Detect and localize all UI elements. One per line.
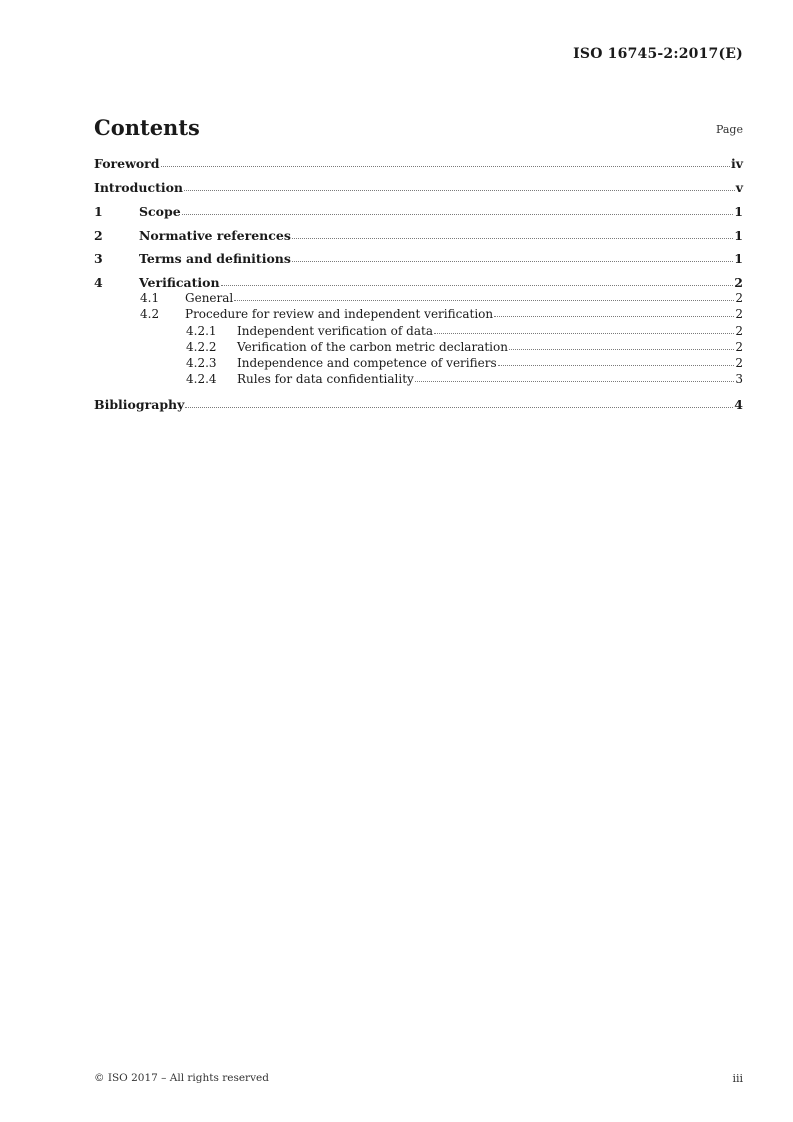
toc-entry[interactable] (94, 204, 743, 219)
toc-entry-number: 3 (94, 251, 103, 266)
toc-dot-leader (494, 316, 734, 317)
toc-entry-number: 4.2.3 (186, 356, 217, 370)
toc-entry-page: 3 (735, 372, 743, 386)
toc-entry-title: Independence and competence of verifiers (237, 356, 497, 370)
toc-dot-leader (498, 365, 735, 366)
toc-entry-title: Scope (139, 204, 181, 219)
toc-entry[interactable] (94, 156, 743, 171)
toc-entry-title: Normative references (139, 228, 291, 243)
toc-dot-leader (184, 190, 735, 191)
toc-entry-number: 1 (94, 204, 103, 219)
toc-entry-number: 4.2.4 (186, 372, 217, 386)
toc-entry-title: Independent verification of data (237, 324, 433, 338)
toc-dot-leader (292, 261, 733, 262)
toc-entry-number: 4.2 (140, 307, 160, 321)
contents-title: Contents (94, 115, 200, 140)
toc-dot-leader (292, 238, 733, 239)
toc-entry[interactable] (94, 356, 743, 370)
toc-dot-leader (182, 214, 734, 215)
toc-entry-page: 2 (735, 307, 743, 321)
toc-entry-page: 2 (734, 275, 743, 290)
toc-dot-leader (221, 285, 734, 286)
toc-entry-page: v (735, 180, 743, 195)
toc-entry[interactable] (94, 251, 743, 266)
toc-entry-title: Rules for data confidentiality (237, 372, 414, 386)
toc-entry-page: 4 (734, 397, 743, 412)
document-header-standard-id: ISO 16745-2:2017(E) (573, 46, 743, 62)
toc-entry-page: 1 (734, 251, 743, 266)
toc-dot-leader (185, 407, 733, 408)
toc-entry[interactable] (94, 324, 743, 338)
toc-dot-leader (415, 381, 735, 382)
toc-entry-number: 4.1 (140, 291, 160, 305)
page-column-label: Page (715, 123, 743, 136)
toc-entry-page: 2 (735, 356, 743, 370)
toc-entry-number: 4 (94, 275, 103, 290)
toc-entry-page: 2 (735, 324, 743, 338)
toc-entry[interactable] (94, 180, 743, 195)
toc-entry-title: Verification (139, 275, 220, 290)
toc-entry-number: 2 (94, 228, 103, 243)
toc-entry-page: 1 (734, 204, 743, 219)
toc-entry-title: General (185, 291, 234, 305)
toc-entry-page: 1 (734, 228, 743, 243)
toc-entry-page: 2 (735, 340, 743, 354)
toc-dot-leader (234, 300, 734, 301)
toc-entry-number: 4.2.2 (186, 340, 217, 354)
toc-entry-title: Verification of the carbon metric declaration (237, 340, 508, 354)
toc-entry-title: Foreword (94, 156, 160, 171)
toc-entry-page: iv (730, 156, 743, 171)
contents-heading (94, 112, 743, 140)
toc-entry[interactable] (94, 291, 743, 305)
toc-entry[interactable] (94, 397, 743, 412)
footer-copyright: © ISO 2017 – All rights reserved (94, 1072, 269, 1084)
toc-entry-title: Bibliography (94, 397, 185, 412)
toc-entry-title: Procedure for review and independent verification (185, 307, 494, 321)
toc-entry[interactable] (94, 275, 743, 290)
toc-entry[interactable] (94, 372, 743, 386)
footer-page-number: iii (732, 1072, 743, 1085)
toc-dot-leader (161, 166, 730, 167)
toc-entry[interactable] (94, 307, 743, 321)
toc-entry-title: Introduction (94, 180, 184, 195)
toc-entry[interactable] (94, 228, 743, 243)
toc-entry-page: 2 (735, 291, 743, 305)
toc-entry-number: 4.2.1 (186, 324, 217, 338)
toc-entry-title: Terms and definitions (139, 251, 291, 266)
toc-entry[interactable] (94, 340, 743, 354)
toc-dot-leader (509, 349, 734, 350)
toc-dot-leader (434, 333, 734, 334)
